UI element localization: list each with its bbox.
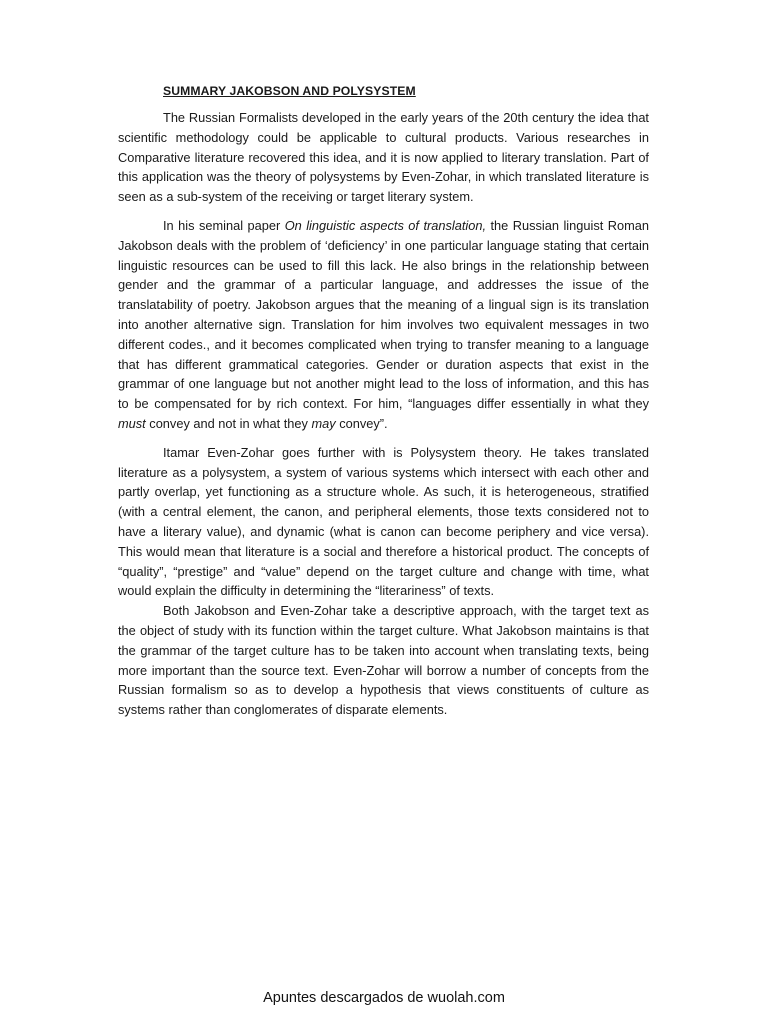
paragraph-2-text-c: convey and not in what they	[145, 415, 312, 431]
emphasis-must: must	[118, 415, 146, 431]
paragraph-1	[118, 108, 649, 207]
paragraph-4	[118, 601, 649, 720]
paragraph-2-text-a: In his seminal paper	[163, 217, 285, 233]
paragraph-3-text: Itamar Even-Zohar goes further with is Polysystem theory. He takes translated literature as a polysystem, a system of various systems which intersect with each other and partly overlap, yet functioning as a structure whole. As such, it is heterogeneous, stratified (with a central element, the canon, and peripheral elements, those texts considered not to have a literary value), and dynamic (what is canon can become periphery and vice versa). This would mean that literature is a social and therefore a historical product. The concepts of “quality”, “prestige” and “value” depend on the target culture and change with time, what would explain the difficulty in determining the “literariness” of texts.	[118, 444, 649, 599]
paragraph-1-text: The Russian Formalists developed in the early years of the 20th century the idea that scientific methodology could be applicable to cultural products. Various researches in Comparative literature recovered this idea, and it is now applied to literary translation. Part of this application was the theory of polysystems by Even-Zohar, in which translated literature is seen as a sub-system of the receiving or target literary system.	[118, 110, 649, 205]
paragraph-3	[118, 443, 649, 601]
document-title: SUMMARY JAKOBSON AND POLYSYSTEM	[163, 84, 416, 98]
paragraph-2	[118, 216, 649, 434]
paper-title-italic: On linguistic aspects of translation,	[284, 217, 487, 233]
paragraph-2-text-d: convey”.	[335, 415, 388, 431]
emphasis-may: may	[311, 415, 336, 431]
paragraph-4-text: Both Jakobson and Even-Zohar take a descriptive approach, with the target text as the object of study with its function within the target culture. What Jakobson maintains is that the grammar of the target culture has to be taken into account when translating texts, being more important than the source text. Even-Zohar will borrow a number of concepts from the Russian formalism so as to develop a hypothesis that views constituents of culture as systems rather than conglomerates of disparate elements.	[118, 603, 649, 718]
document-page	[118, 82, 649, 729]
paragraph-2-text-b: the Russian linguist Roman Jakobson deals with the problem of ‘deficiency’ in one particular language stating that certain linguistic resources can be used to fill this lack. He also brings in the relationship between gender and the grammar of a particular language, and addresses the issue of the translatability of poetry. Jakobson argues that the meaning of a lingual sign is its translation into another alternative sign. Translation for him involves two equivalent messages in two different codes., and it becomes complicated when trying to transfer meaning to a language that has different grammatical categories. Gender or duration aspects that exist in the grammar of one language but not another might lead to the loss of information, and this has to be compensated for by rich context. For him, “languages differ essentially in what they	[118, 217, 649, 412]
footer-watermark: Apuntes descargados de wuolah.com	[263, 990, 505, 1006]
